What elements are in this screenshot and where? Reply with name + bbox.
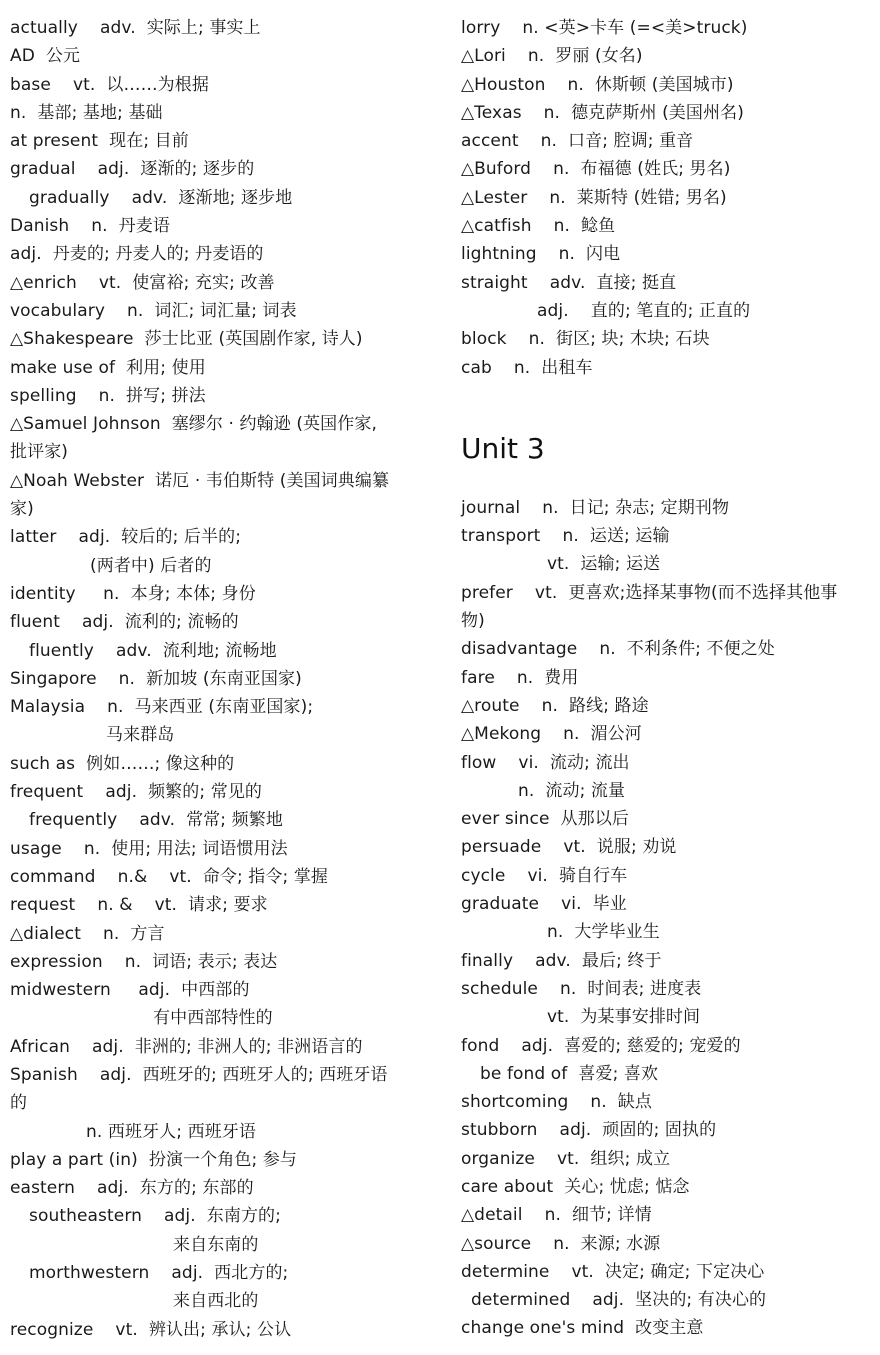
vocab-entry: △Lori n. 罗丽 (女名) bbox=[461, 46, 643, 67]
vocab-entry: be fond of 喜爱; 喜欢 bbox=[480, 1063, 659, 1084]
vocab-entry: n. 大学毕业生 bbox=[547, 922, 660, 943]
vocab-entry: △Noah Webster 诺厄 · 韦伯斯特 (美国词典编纂 bbox=[10, 470, 390, 491]
vocab-entry: shortcoming n. 缺点 bbox=[461, 1092, 652, 1113]
vocab-entry: △Lester n. 莱斯特 (姓错; 男名) bbox=[461, 187, 727, 208]
vocab-entry: stubborn adj. 顽固的; 固执的 bbox=[461, 1120, 717, 1141]
vocab-entry: block n. 街区; 块; 木块; 石块 bbox=[461, 329, 710, 350]
right-column bbox=[461, 14, 876, 1343]
vocab-entry: determined adj. 坚决的; 有决心的 bbox=[471, 1290, 767, 1311]
vocab-entry: African adj. 非洲的; 非洲人的; 非洲语言的 bbox=[10, 1036, 363, 1057]
vocab-entry: midwestern adj. 中西部的 bbox=[10, 980, 250, 1001]
vocab-entry: △route n. 路线; 路途 bbox=[461, 695, 649, 716]
vocab-entry: fare n. 费用 bbox=[461, 667, 579, 688]
unit3-vocab-list bbox=[461, 494, 876, 1343]
vocab-entry: △Buford n. 布福德 (姓氏; 男名) bbox=[461, 159, 731, 180]
section-gap bbox=[461, 382, 876, 424]
vocab-entry: base vt. 以……为根据 bbox=[10, 74, 209, 95]
vocab-entry: n. 流动; 流量 bbox=[518, 780, 626, 801]
vocab-entry: fluent adj. 流利的; 流畅的 bbox=[10, 612, 239, 633]
vocab-entry: vt. 为某事安排时间 bbox=[547, 1007, 701, 1028]
vocab-entry: frequent adj. 频繁的; 常见的 bbox=[10, 782, 263, 803]
vocab-entry: 家) bbox=[10, 499, 34, 520]
vocab-entry: morthwestern adj. 西北方的; bbox=[29, 1263, 289, 1284]
vocab-entry: request n. & vt. 请求; 要求 bbox=[10, 895, 268, 916]
vocab-entry: △detail n. 细节; 详情 bbox=[461, 1205, 652, 1226]
vocab-entry: lorry n. <英>卡车 (=<美>truck) bbox=[461, 18, 748, 38]
vocab-entry: vocabulary n. 词汇; 词汇量; 词表 bbox=[10, 300, 297, 321]
vocab-entry: Spanish adj. 西班牙的; 西班牙人的; 西班牙语 bbox=[10, 1064, 388, 1085]
vocab-entry: △Shakespeare 莎士比亚 (英国剧作家, 诗人) bbox=[10, 329, 363, 350]
vocab-entry: Malaysia n. 马来西亚 (东南亚国家); bbox=[10, 697, 314, 718]
vocab-entry: make use of 利用; 使用 bbox=[10, 357, 206, 378]
vocab-entry: such as 例如……; 像这种的 bbox=[10, 753, 235, 774]
vocab-entry: AD 公元 bbox=[10, 46, 81, 67]
vocab-entry: latter adj. 较后的; 后半的; bbox=[10, 527, 242, 548]
unit-heading: Unit 3 bbox=[461, 431, 545, 465]
vocab-entry: n. 基部; 基地; 基础 bbox=[10, 102, 163, 123]
vocab-entry: adj. 丹麦的; 丹麦人的; 丹麦语的 bbox=[10, 244, 264, 265]
vocab-entry: change one's mind 改变主意 bbox=[461, 1318, 704, 1339]
vocab-entry: Danish n. 丹麦语 bbox=[10, 216, 170, 237]
vocab-entry: ever since 从那以后 bbox=[461, 809, 629, 830]
vocab-entry: determine vt. 决定; 确定; 下定决心 bbox=[461, 1261, 765, 1282]
vocab-entry: fond adj. 喜爱的; 慈爱的; 宠爱的 bbox=[461, 1035, 741, 1056]
vocab-entry: disadvantage n. 不利条件; 不便之处 bbox=[461, 639, 775, 660]
vocab-entry: identity n. 本身; 本体; 身份 bbox=[10, 583, 256, 604]
vocab-entry: 物) bbox=[461, 611, 485, 632]
vocab-entry: eastern adj. 东方的; 东部的 bbox=[10, 1178, 254, 1199]
vocab-entry: transport n. 运送; 运输 bbox=[461, 526, 670, 547]
vocab-entry: △Samuel Johnson 塞缪尔 · 约翰逊 (英国作家, bbox=[10, 414, 377, 435]
vocab-entry: (两者中) 后者的 bbox=[90, 555, 212, 576]
vocab-entry: schedule n. 时间表; 进度表 bbox=[461, 978, 702, 999]
vocab-entry: southeastern adj. 东南方的; bbox=[29, 1206, 281, 1227]
left-column bbox=[10, 14, 440, 1344]
vocab-entry: 来自西北的 bbox=[173, 1291, 259, 1312]
vocab-entry: △Mekong n. 湄公河 bbox=[461, 724, 642, 745]
vocab-entry: expression n. 词语; 表示; 表达 bbox=[10, 951, 278, 972]
vocab-entry: usage n. 使用; 用法; 词语惯用法 bbox=[10, 838, 288, 859]
vocab-entry: △dialect n. 方言 bbox=[10, 923, 165, 944]
vocab-entry: fluently adv. 流利地; 流畅地 bbox=[29, 640, 277, 661]
vocab-entry: spelling n. 拼写; 拼法 bbox=[10, 385, 206, 406]
vocab-entry: graduate vi. 毕业 bbox=[461, 894, 627, 915]
vocab-entry: straight adv. 直接; 挺直 bbox=[461, 272, 677, 293]
vocab-entry: 的 bbox=[10, 1093, 28, 1114]
vocab-entry: journal n. 日记; 杂志; 定期刊物 bbox=[461, 497, 730, 518]
vocab-entry: 马来群岛 bbox=[106, 725, 175, 746]
vocab-entry: △source n. 来源; 水源 bbox=[461, 1233, 661, 1254]
vocab-entry: play a part (in) 扮演一个角色; 参与 bbox=[10, 1149, 297, 1170]
vocab-entry: actually adv. 实际上; 事实上 bbox=[10, 18, 261, 38]
vocab-entry: △enrich vt. 使富裕; 充实; 改善 bbox=[10, 272, 275, 293]
vocab-entry: frequently adv. 常常; 频繁地 bbox=[29, 810, 283, 831]
vocab-entry: cycle vi. 骑自行车 bbox=[461, 865, 628, 886]
vocab-entry: flow vi. 流动; 流出 bbox=[461, 752, 630, 773]
vocab-entry: 来自东南的 bbox=[173, 1234, 259, 1255]
vocab-entry: lightning n. 闪电 bbox=[461, 244, 621, 265]
vocab-entry: care about 关心; 忧虑; 惦念 bbox=[461, 1176, 690, 1197]
vocab-entry: gradual adj. 逐渐的; 逐步的 bbox=[10, 159, 255, 180]
vocab-entry: prefer vt. 更喜欢;选择某事物(而不选择其他事 bbox=[461, 582, 838, 603]
vocab-entry: recognize vt. 辨认出; 承认; 公认 bbox=[10, 1319, 292, 1340]
vocab-entry: Singapore n. 新加坡 (东南亚国家) bbox=[10, 668, 302, 689]
vocab-entry: △Texas n. 德克萨斯州 (美国州名) bbox=[461, 102, 744, 123]
vocab-entry: finally adv. 最后; 终于 bbox=[461, 950, 662, 971]
vocab-entry: △catfish n. 鲶鱼 bbox=[461, 216, 616, 237]
vocab-entry: command n.& vt. 命令; 指令; 掌握 bbox=[10, 866, 329, 887]
vocab-entry: gradually adv. 逐渐地; 逐步地 bbox=[29, 187, 293, 208]
vocab-entry: organize vt. 组织; 成立 bbox=[461, 1148, 671, 1169]
vocab-entry: persuade vt. 说服; 劝说 bbox=[461, 837, 677, 858]
unit2-vocab-continued bbox=[461, 14, 876, 382]
vocab-entry: cab n. 出租车 bbox=[461, 357, 593, 378]
vocab-entry: at present 现在; 目前 bbox=[10, 131, 189, 152]
vocab-entry: △Houston n. 休斯顿 (美国城市) bbox=[461, 74, 734, 95]
vocab-entry: 有中西部特性的 bbox=[153, 1008, 273, 1029]
vocab-entry: accent n. 口音; 腔调; 重音 bbox=[461, 131, 694, 152]
vocab-entry: n. 西班牙人; 西班牙语 bbox=[86, 1121, 257, 1142]
vocab-entry: 批评家) bbox=[10, 442, 69, 463]
vocab-entry: vt. 运输; 运送 bbox=[547, 554, 661, 575]
vocab-entry: adj. 直的; 笔直的; 正直的 bbox=[537, 300, 751, 321]
